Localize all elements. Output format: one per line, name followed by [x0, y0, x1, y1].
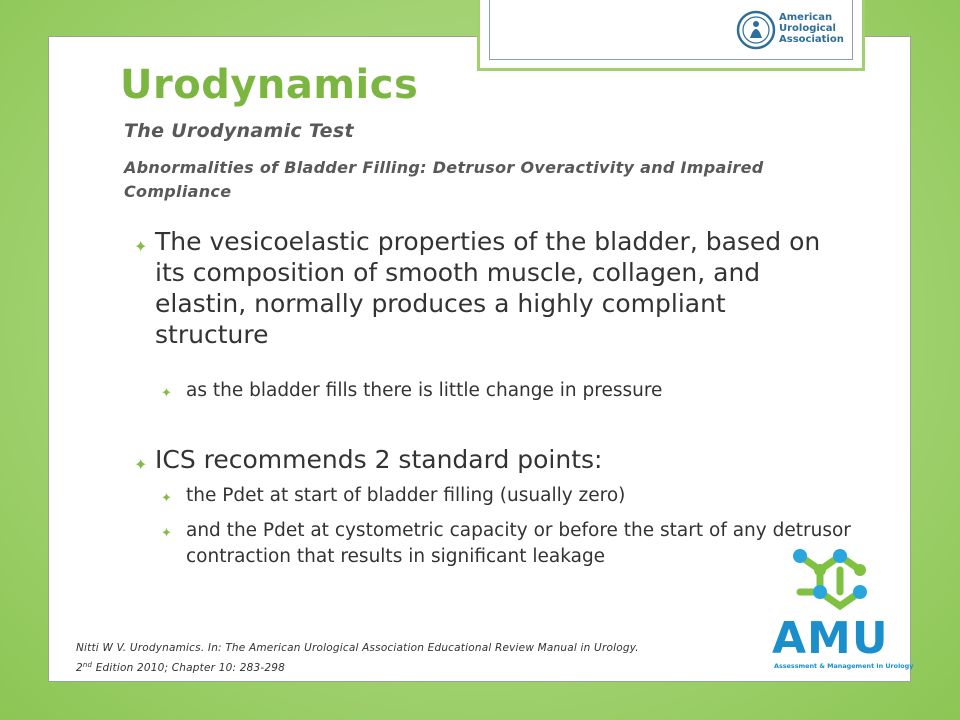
- amu-logo-text: AMU: [772, 613, 889, 664]
- sub-bullet-item: [161, 378, 851, 404]
- bullet-marker-icon: ✦: [161, 526, 172, 541]
- sub-bullet-item: [161, 518, 861, 570]
- sub-bullet-text: the Pdet at start of bladder filling (usually zero): [186, 485, 626, 506]
- bullet-marker-icon: ✦: [161, 386, 172, 401]
- bullet-text: ICS recommends 2 standard points:: [155, 445, 603, 474]
- sub-bullet-text: and the Pdet at cystometric capacity or before the start of any detrusor contraction that results in significant leakage: [186, 520, 851, 567]
- bullet-marker-icon: ✦: [134, 237, 148, 256]
- slide-subtitle: The Urodynamic Test: [124, 120, 354, 142]
- sub-bullet-text: as the bladder fills there is little change in pressure: [186, 380, 663, 401]
- amu-tagline: Assessment & Management in Urology: [774, 662, 914, 670]
- citation-line-1: Nitti W V. Urodynamics. In: The American Urological Association Educational Review Manual in Urology.: [76, 642, 639, 654]
- bullet-item: [134, 226, 824, 350]
- citation-line-2: [76, 657, 756, 677]
- bullet-marker-icon: ✦: [161, 491, 172, 506]
- slide-title: Urodynamics: [120, 62, 419, 108]
- slide-subheading: Abnormalities of Bladder Filling: Detrusor Overactivity and Impaired Compliance: [124, 158, 764, 201]
- bullet-marker-icon: ✦: [134, 455, 148, 474]
- edition-number: 2: [76, 662, 83, 674]
- aua-logo-text: American Urological Association: [779, 12, 844, 45]
- bullet-item: [134, 444, 824, 475]
- bullet-text: The vesicoelastic properties of the bladder, based on its composition of smooth muscle, collagen, and elastin, normally produces a highly compliant structure: [155, 227, 821, 349]
- sub-bullet-item: [161, 483, 851, 509]
- edition-ordinal: nd: [82, 661, 93, 669]
- edition-details: Edition 2010; Chapter 10: 283-298: [92, 662, 285, 674]
- citation-footnote: [76, 640, 756, 677]
